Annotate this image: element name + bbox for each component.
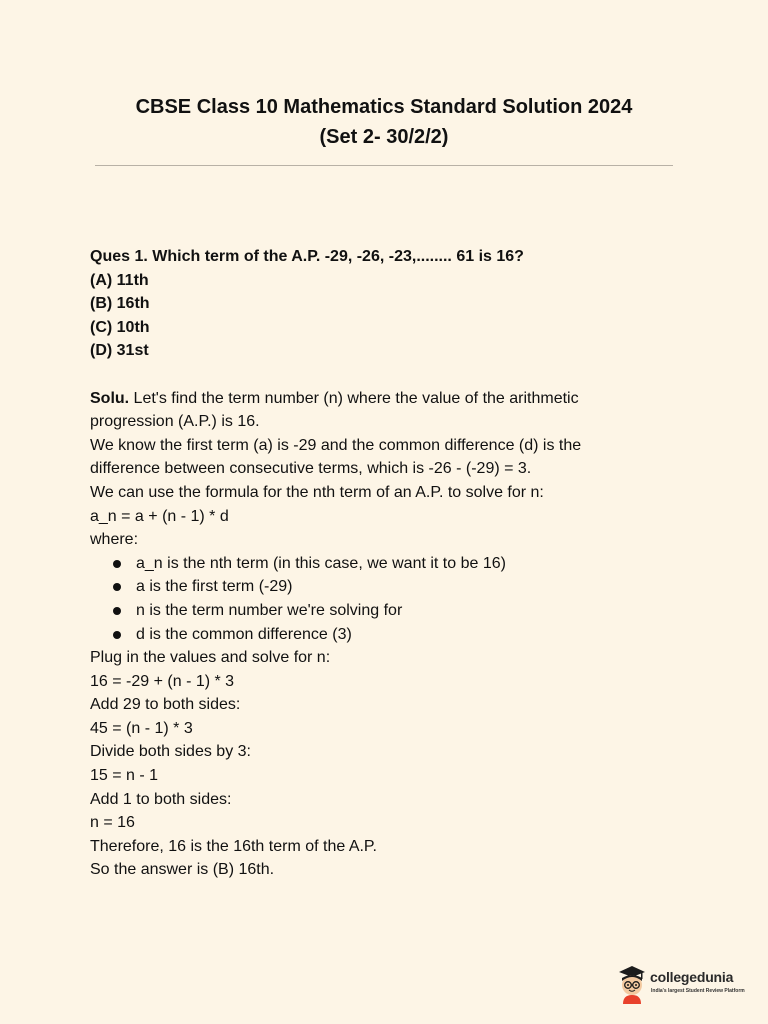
bullet-icon	[113, 583, 121, 591]
title-divider	[95, 165, 673, 166]
solution-line-3: We know the first term (a) is -29 and the common difference (d) is the	[90, 436, 582, 454]
step-line: Add 29 to both sides:	[90, 696, 241, 714]
solution-line-4: difference between consecutive terms, which is -26 - (-29) = 3.	[90, 460, 532, 478]
solution-line-5: We can use the formula for the nth term of an A.P. to solve for n:	[90, 483, 544, 501]
solution-label: Solu.	[90, 389, 130, 407]
title-line-1: CBSE Class 10 Mathematics Standard Solution 2024	[135, 96, 633, 118]
solution-intro	[90, 387, 690, 411]
conclusion-line: Therefore, 16 is the 16th term of the A.P.	[90, 837, 377, 855]
collegedunia-logo	[617, 964, 745, 1004]
logo-wordmark: collegedunia	[650, 969, 734, 985]
step-line: Divide both sides by 3:	[90, 743, 251, 761]
list-item: n is the term number we're solving for	[90, 599, 690, 623]
question-block	[90, 245, 690, 882]
solution-line-2: progression (A.P.) is 16.	[90, 413, 260, 431]
document-title	[0, 92, 768, 152]
list-item: a is the first term (-29)	[90, 575, 690, 599]
step-line: Add 1 to both sides:	[90, 790, 232, 808]
list-item: a_n is the nth term (in this case, we want it to be 16)	[90, 552, 690, 576]
step-line: Plug in the values and solve for n:	[90, 649, 331, 667]
bullet-icon	[113, 631, 121, 639]
list-item: d is the common difference (3)	[90, 623, 690, 647]
step-line: 16 = -29 + (n - 1) * 3	[90, 672, 235, 690]
mascot-icon	[617, 964, 647, 1004]
definition-list	[90, 552, 690, 646]
solution-intro-text: Let's find the term number (n) where the value of the arithmetic	[129, 389, 579, 407]
step-line: 45 = (n - 1) * 3	[90, 719, 193, 737]
title-line-2: (Set 2- 30/2/2)	[319, 126, 449, 148]
question-text: Ques 1. Which term of the A.P. -29, -26, -23,........ 61 is 16?	[90, 248, 524, 265]
option-c: (C) 10th	[90, 318, 150, 336]
where-label: where:	[90, 531, 139, 549]
spacer	[90, 363, 690, 387]
step-line: n = 16	[90, 814, 135, 832]
logo-tagline: India's largest Student Review Platform	[651, 988, 745, 994]
option-d: (D) 31st	[90, 342, 149, 360]
option-b: (B) 16th	[90, 295, 150, 313]
step-line: 15 = n - 1	[90, 767, 159, 785]
option-a: (A) 11th	[90, 271, 149, 289]
formula: a_n = a + (n - 1) * d	[90, 507, 229, 525]
bullet-icon	[113, 560, 121, 568]
answer-line: So the answer is (B) 16th.	[90, 861, 275, 879]
bullet-icon	[113, 607, 121, 615]
